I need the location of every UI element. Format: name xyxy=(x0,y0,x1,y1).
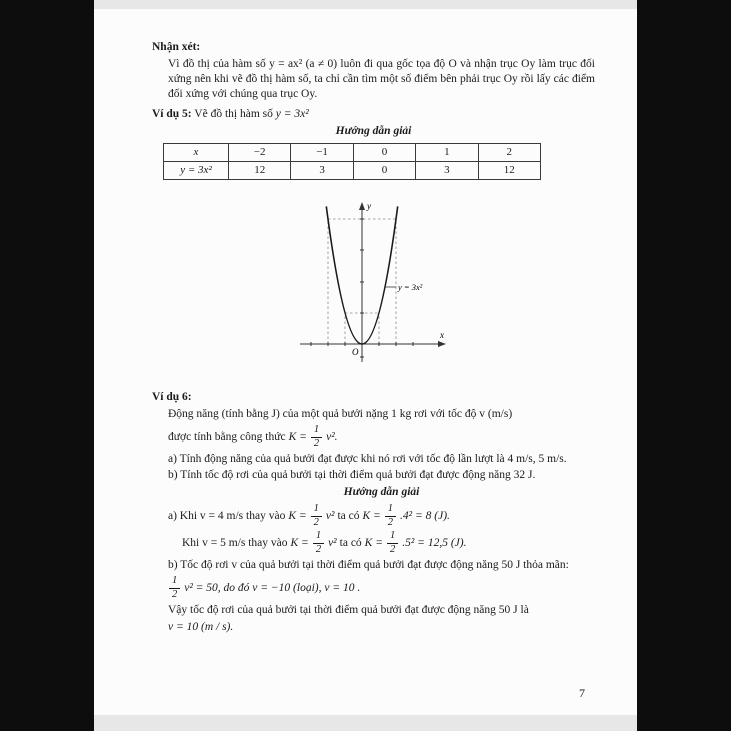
a2-v2: v² xyxy=(328,536,337,549)
table-cell: 2 xyxy=(478,144,540,162)
a1-pre: a) Khi v = 4 m/s thay vào xyxy=(168,509,286,522)
remark-section xyxy=(152,40,595,102)
a2-result: .5² = 12,5 (J). xyxy=(402,536,467,549)
intro2-post: v². xyxy=(326,430,338,443)
fraction-one-half: $\frac{1}{2}$ xyxy=(387,531,398,555)
fraction-one-half: $\frac{1}{2}$ xyxy=(313,531,324,555)
table-cell: y = 3x² xyxy=(164,162,229,180)
table-cell: 12 xyxy=(478,162,540,180)
example6-label: Ví dụ 6: xyxy=(152,391,192,403)
fraction-one-half: $\frac{1}{2}$ xyxy=(169,576,180,600)
table-cell: −1 xyxy=(291,144,353,162)
fraction-one-half: $\frac{1}{2}$ xyxy=(311,425,322,449)
a2-k2: K = xyxy=(364,536,383,549)
example6-intro-line2 xyxy=(168,425,595,449)
table-cell: 1 xyxy=(416,144,478,162)
example6-item-a: a) Tính động năng của quả bưởi đạt được khi nó rơi với tốc độ lần lượt là 4 m/s, 5 m/s. xyxy=(168,453,567,465)
guide-heading-2: Hướng dẫn giải xyxy=(343,486,420,498)
a2-mid: ta có xyxy=(339,536,362,549)
table-cell: 12 xyxy=(229,162,291,180)
example6-intro-line1: Động năng (tính bằng J) của một quả bưởi nặng 1 kg rơi với tốc độ v (m/s) xyxy=(168,408,513,420)
table-cell: x xyxy=(164,144,229,162)
intro2-pre: được tính bằng công thức xyxy=(168,430,286,443)
a2-pre: Khi v = 5 m/s thay vào xyxy=(182,536,288,549)
example5-title xyxy=(152,107,595,122)
example5-label: Ví dụ 5: xyxy=(152,108,192,120)
example5-math: y = 3x² xyxy=(275,108,309,120)
right-black-bar xyxy=(637,0,731,731)
page-bottom-edge xyxy=(94,715,637,731)
y-axis-arrow-icon xyxy=(359,202,365,210)
a1-k2: K = xyxy=(362,509,381,522)
example5-text: Vẽ đồ thị hàm số xyxy=(194,108,273,120)
parabola-graph xyxy=(152,194,595,384)
table-cell: −2 xyxy=(229,144,291,162)
value-table xyxy=(163,143,541,180)
page-number: 7 xyxy=(579,686,585,700)
a1-mid: ta có xyxy=(337,509,360,522)
origin-label: O xyxy=(351,347,358,357)
solution-conclusion-math: v = 10 (m / s). xyxy=(168,621,234,633)
x-axis-label: x xyxy=(439,330,444,340)
page-top-edge xyxy=(94,0,637,9)
a1-result: .4² = 8 (J). xyxy=(400,509,450,522)
solution-b-text: b) Tốc độ rơi v của quả bưởi tại thời điểm quả bưởi đạt được động năng 50 J thỏa mãn: xyxy=(168,559,569,571)
solution-b-equation xyxy=(168,576,595,600)
page-content xyxy=(152,40,595,637)
guide-heading-1: Hướng dẫn giải xyxy=(335,125,412,137)
a1-k1: K = xyxy=(288,509,307,522)
solution-a1 xyxy=(168,504,595,528)
y-axis-label: y xyxy=(366,201,371,211)
a2-k1: K = xyxy=(290,536,309,549)
table-cell: 3 xyxy=(291,162,353,180)
curve-label: y = 3x² xyxy=(397,282,422,292)
remark-body: Vì đồ thị của hàm số y = ax² (a ≠ 0) luôn đi qua gốc tọa độ O và nhận trục Oy làm trục đối xứng nên khi vẽ đồ thị hàm số, ta chỉ cần tìm một số điểm bên phải trục Oy rồi lấy các điểm đối xứng với chúng qua trục Oy. xyxy=(168,58,595,100)
x-axis-arrow-icon xyxy=(438,341,446,347)
intro2-k: K = xyxy=(288,430,307,443)
left-black-bar xyxy=(0,0,94,731)
table-cell: 3 xyxy=(416,162,478,180)
table-cell: 0 xyxy=(353,144,415,162)
table-row xyxy=(164,144,541,162)
example6-section xyxy=(152,390,595,635)
a1-v2: v² xyxy=(325,509,335,522)
parabola-svg xyxy=(284,194,464,379)
document-page xyxy=(94,0,637,731)
solution-conclusion: Vậy tốc độ rơi của quả bưởi tại thời điểm quả bưởi đạt được động năng 50 J là xyxy=(168,604,529,616)
fraction-one-half: $\frac{1}{2}$ xyxy=(311,504,322,528)
solution-a2 xyxy=(182,531,595,555)
remark-heading: Nhận xét: xyxy=(152,41,201,53)
b-eq-post: v² = 50, do đó v = −10 (loại), v = 10 . xyxy=(184,581,361,594)
fraction-one-half: $\frac{1}{2}$ xyxy=(385,504,396,528)
example6-item-b: b) Tính tốc độ rơi của quả bưởi tại thời điểm quả bưởi đạt được động năng 32 J. xyxy=(168,469,536,481)
table-row xyxy=(164,162,541,180)
table-cell: 0 xyxy=(353,162,415,180)
